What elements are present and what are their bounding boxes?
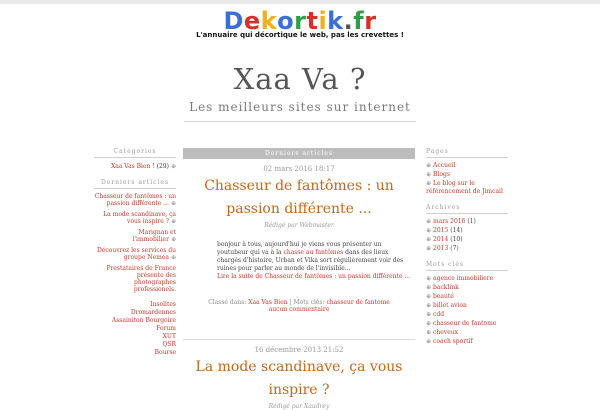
- post-divider: [183, 339, 415, 340]
- tag-link[interactable]: [426, 320, 508, 328]
- tag-label[interactable]: billet avion: [433, 302, 467, 309]
- logo-letter-10: r: [364, 7, 377, 35]
- tag-link[interactable]: [426, 293, 508, 301]
- logo-letter-6: i: [318, 7, 328, 35]
- page-link[interactable]: [426, 171, 508, 179]
- archive-link[interactable]: [426, 227, 508, 235]
- page-label[interactable]: Accueil: [433, 162, 456, 169]
- plus-icon[interactable]: ⊕: [426, 218, 432, 225]
- site-tagline: L'annuaire qui décortique le web, pas les crevettes !: [196, 31, 404, 39]
- section-header: Derniers articles: [183, 148, 415, 159]
- plus-icon[interactable]: ⊕: [426, 227, 432, 234]
- post-tag-link[interactable]: chasseur de fantome: [326, 299, 390, 306]
- footer-label: | Mots clés:: [287, 299, 327, 306]
- logo-letter-7: k: [327, 7, 344, 35]
- logo-letter-2: k: [260, 7, 278, 35]
- recent-post-label[interactable]: Prestataires de France présente des photographes professionels.: [106, 265, 176, 293]
- plus-icon[interactable]: ⊕: [170, 163, 176, 170]
- archive-label[interactable]: 2015: [433, 227, 449, 234]
- plus-icon[interactable]: ⊕: [426, 338, 432, 345]
- plus-icon[interactable]: ⊕: [170, 200, 176, 207]
- tag-link[interactable]: [426, 311, 508, 319]
- plus-icon[interactable]: ⊕: [426, 320, 432, 327]
- pages-title: Pages: [426, 148, 508, 158]
- post-byline: Rédigé par Webmaster: [264, 222, 334, 229]
- plus-icon[interactable]: ⊕: [426, 245, 432, 252]
- recent-post-label[interactable]: La mode scandinave, ça vous inspire ?: [103, 211, 176, 225]
- plus-icon[interactable]: ⊕: [426, 171, 432, 178]
- post-category-link[interactable]: Xaa Vas Bien: [248, 299, 288, 306]
- tag-link[interactable]: [426, 329, 508, 337]
- archive-label[interactable]: 2014: [433, 236, 449, 243]
- tags-title: Mots clés: [426, 261, 508, 271]
- tag-label[interactable]: cdd: [433, 311, 445, 318]
- plus-icon[interactable]: ⊕: [426, 284, 432, 291]
- link-item[interactable]: Forum: [156, 325, 176, 332]
- post-2: [183, 346, 415, 410]
- recent-post-label[interactable]: Découvrez les services du groupe Nemea: [97, 247, 176, 261]
- archive-count: (7): [450, 245, 459, 252]
- tag-label[interactable]: cheveux: [433, 329, 458, 336]
- excerpt-link[interactable]: chasse au fantômes: [283, 249, 344, 256]
- logo-letter-8: .: [343, 7, 354, 35]
- plus-icon[interactable]: ⊕: [426, 275, 432, 282]
- tag-link[interactable]: [426, 284, 508, 292]
- plus-icon[interactable]: ⊕: [426, 162, 432, 169]
- category-label[interactable]: Xaa Vas Bien !: [110, 163, 155, 170]
- main-content: [183, 148, 415, 410]
- plus-icon[interactable]: ⊕: [426, 311, 432, 318]
- tag-link[interactable]: [426, 275, 508, 283]
- excerpt-text: dans des lieux chargés d'histoire, Urban et Vika sort régulièrement voir des ruines pour parler au monde de l'invisible...: [217, 249, 404, 272]
- archives-title: Archives: [426, 204, 508, 214]
- logo-letter-0: D: [223, 7, 244, 35]
- recent-post-link[interactable]: [94, 229, 176, 243]
- plus-icon[interactable]: ⊕: [170, 218, 176, 225]
- plus-icon[interactable]: ⊕: [426, 329, 432, 336]
- tag-label[interactable]: agence immobiliere: [433, 275, 494, 282]
- logo-letter-3: o: [277, 7, 295, 35]
- excerpt-text: bonjour à tous, aujourd'hui je viens vous présenter un youtubeur qui va à la: [217, 241, 382, 256]
- link-item[interactable]: Dromardennes: [130, 309, 176, 316]
- page-label[interactable]: Blogs: [433, 171, 450, 178]
- post-date: 02 mars 2016 18:17: [263, 165, 335, 173]
- plus-icon[interactable]: ⊕: [426, 302, 432, 309]
- archive-label[interactable]: mars 2016: [433, 218, 466, 225]
- post-1: [183, 165, 415, 313]
- recent-post-link[interactable]: [94, 247, 176, 261]
- link-item[interactable]: Assainiton Bourgoire: [111, 317, 176, 324]
- archive-link[interactable]: [426, 218, 508, 226]
- tag-label[interactable]: backlink: [433, 284, 459, 291]
- left-sidebar: [94, 148, 176, 357]
- archive-count: (1): [467, 218, 476, 225]
- comments-link[interactable]: aucun commentaire: [268, 306, 330, 313]
- logo-letter-9: f: [353, 7, 365, 35]
- logo-letter-1: e: [243, 7, 261, 35]
- link-item[interactable]: Insolites: [150, 301, 176, 308]
- plus-icon[interactable]: ⊕: [170, 254, 176, 261]
- tag-label[interactable]: chasseur de fantome: [433, 320, 497, 327]
- recent-post-link[interactable]: [94, 211, 176, 225]
- archive-count: (14): [450, 227, 463, 234]
- category-item[interactable]: [94, 162, 176, 171]
- recent-post-label[interactable]: Marignan et l'immobilier: [132, 229, 176, 243]
- archive-link[interactable]: [426, 236, 508, 244]
- recent-post-link[interactable]: [94, 193, 176, 207]
- plus-icon[interactable]: ⊕: [426, 293, 432, 300]
- page-label[interactable]: Le blog sur le référencement de Jimcail: [426, 180, 503, 195]
- tag-link[interactable]: [426, 302, 508, 310]
- plus-icon[interactable]: ⊕: [170, 236, 176, 243]
- page-link[interactable]: [426, 162, 508, 170]
- tag-link[interactable]: [426, 338, 508, 346]
- post-date: 16 décembre 2013 21:52: [254, 346, 344, 354]
- recent-posts-title: Derniers articles: [94, 179, 176, 189]
- link-item[interactable]: XUT: [162, 333, 176, 340]
- archive-count: (10): [450, 236, 463, 243]
- header-divider: [184, 121, 416, 122]
- recent-post-link[interactable]: [94, 265, 176, 293]
- post-title[interactable]: La mode scandinave, ça vous inspire ?: [195, 359, 403, 398]
- post-title[interactable]: Chasseur de fantômes : un passion différente ...: [204, 178, 394, 217]
- tag-label[interactable]: beauté: [433, 293, 454, 300]
- footer-label: Classé dans:: [208, 299, 249, 306]
- link-item[interactable]: Bourse: [154, 349, 176, 356]
- top-bar: [0, 0, 600, 4]
- plus-icon[interactable]: ⊕: [426, 236, 432, 243]
- read-more-link[interactable]: Lire la suite de Chasseur de fantômes : un passion différente ...: [217, 273, 411, 280]
- post-byline: Rédigé par Xaudrey: [268, 403, 330, 410]
- post-footer: [183, 299, 415, 313]
- archive-label[interactable]: 2013: [433, 245, 449, 252]
- plus-icon[interactable]: ⊕: [426, 180, 432, 187]
- category-count: (29): [156, 163, 169, 170]
- archive-link[interactable]: [426, 245, 508, 253]
- logo-letter-4: r: [294, 7, 307, 35]
- links-list: [94, 301, 176, 357]
- link-item[interactable]: QSR: [162, 341, 176, 348]
- recent-post-label[interactable]: Chasseur de fantômes : un passion différente ...: [94, 193, 176, 207]
- right-sidebar: [426, 148, 508, 347]
- logo-letter-5: t: [306, 7, 319, 35]
- tag-label[interactable]: coach sportif: [433, 338, 473, 345]
- site-title[interactable]: Xaa Va ?: [233, 62, 367, 96]
- post-excerpt: [217, 241, 411, 281]
- site-subtitle: Les meilleurs sites sur internet: [189, 100, 411, 114]
- page-link[interactable]: [426, 180, 508, 196]
- categories-title: Catégories: [94, 148, 176, 158]
